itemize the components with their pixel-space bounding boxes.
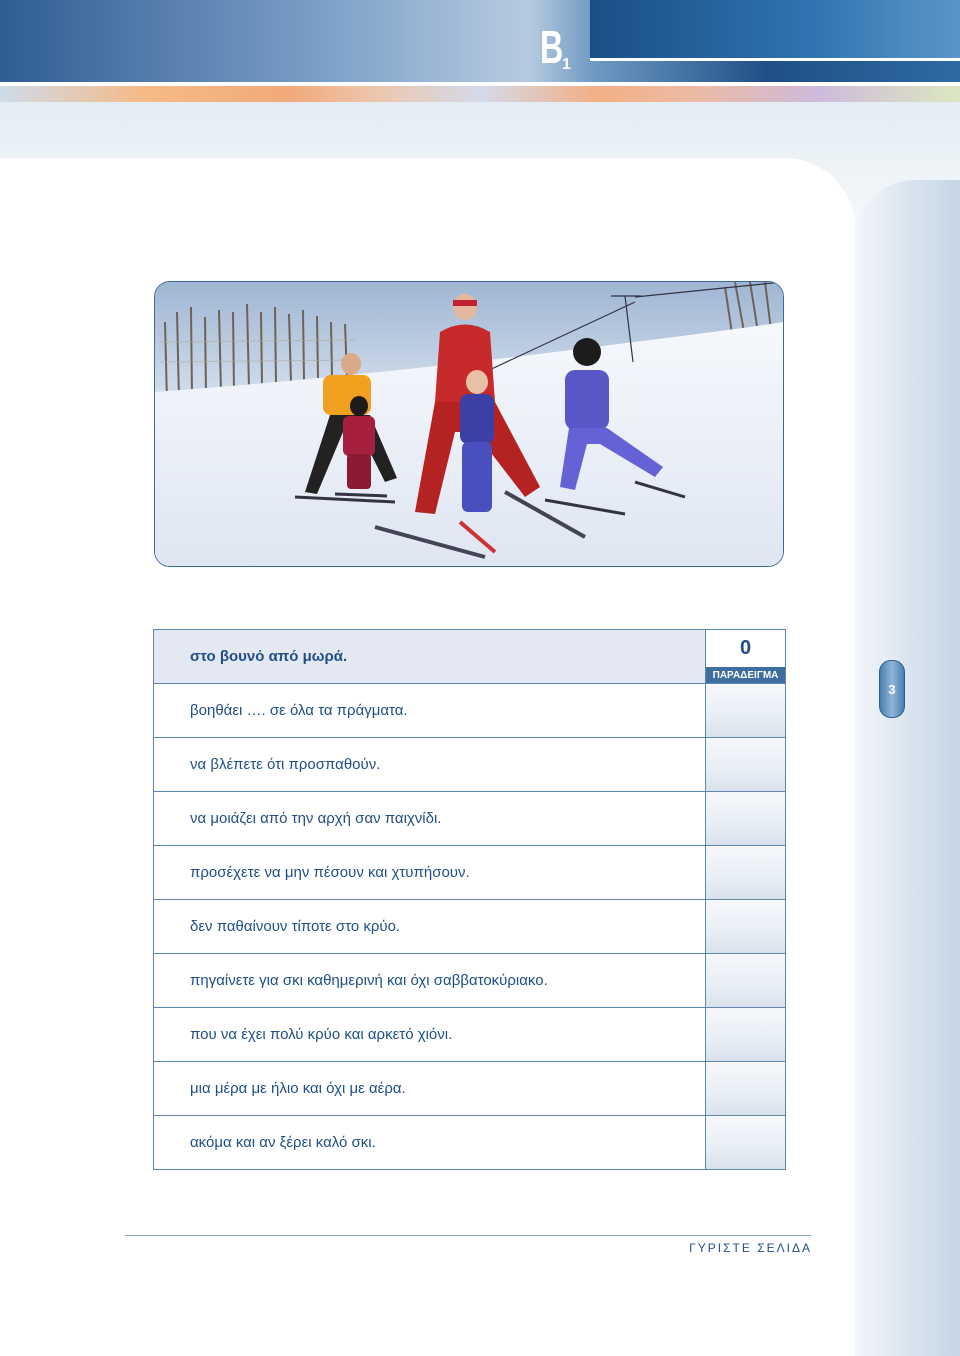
table-row xyxy=(154,900,785,954)
example-answer: 0 xyxy=(739,637,752,659)
row-sentence: να μοιάζει από την αρχή σαν παιχνίδι. xyxy=(190,810,442,827)
row-sentence: πηγαίνετε για σκι καθημερινή και όχι σαββατοκύριακο. xyxy=(190,972,548,989)
answer-box[interactable] xyxy=(705,954,785,1007)
answer-box[interactable] xyxy=(705,1116,785,1169)
table-row xyxy=(154,684,785,738)
table-row xyxy=(154,738,785,792)
answer-box[interactable] xyxy=(705,738,785,791)
right-margin-panel xyxy=(855,180,960,1356)
table-row xyxy=(154,846,785,900)
example-answer-box xyxy=(705,630,785,683)
table-row xyxy=(154,1116,785,1169)
answer-box[interactable] xyxy=(705,1008,785,1061)
answer-box[interactable] xyxy=(705,684,785,737)
page-number-tab xyxy=(879,660,905,718)
header-right-panel xyxy=(590,0,960,58)
row-sentence: ακόμα και αν ξέρει καλό σκι. xyxy=(190,1134,376,1151)
turn-page-text: ΓΥΡΙΣΤΕ ΣΕΛΙΔΑ xyxy=(689,1241,812,1255)
matching-table xyxy=(153,629,786,1170)
footer-divider xyxy=(125,1235,811,1236)
table-row xyxy=(154,792,785,846)
row-sentence: που να έχει πολύ κρύο και αρκετό χιόνι. xyxy=(190,1026,453,1043)
level-code: B xyxy=(540,21,562,73)
row-sentence: μια μέρα με ήλιο και όχι με αέρα. xyxy=(190,1080,406,1097)
ski-family-photo xyxy=(154,281,784,567)
answer-box[interactable] xyxy=(705,900,785,953)
row-sentence: προσέχετε να μην πέσουν και χτυπήσουν. xyxy=(190,864,470,881)
header-color-stripe xyxy=(0,86,960,102)
answer-box[interactable] xyxy=(705,846,785,899)
table-row xyxy=(154,954,785,1008)
table-row xyxy=(154,1008,785,1062)
page-number: 3 xyxy=(888,681,896,697)
answer-box[interactable] xyxy=(705,1062,785,1115)
row-sentence: δεν παθαίνουν τίποτε στο κρύο. xyxy=(190,918,401,935)
example-label: ΠΑΡΑΔΕΙΓΜΑ xyxy=(706,667,785,683)
example-row xyxy=(154,630,785,684)
table-row xyxy=(154,1062,785,1116)
row-sentence: βοηθάει …. σε όλα τα πράγματα. xyxy=(190,702,408,719)
example-sentence: στο βουνό από μωρά. xyxy=(190,648,348,665)
header-divider xyxy=(590,58,960,61)
answer-box[interactable] xyxy=(705,792,785,845)
level-subscript: 1 xyxy=(562,56,571,73)
row-sentence: να βλέπετε ότι προσπαθούν. xyxy=(190,756,381,773)
